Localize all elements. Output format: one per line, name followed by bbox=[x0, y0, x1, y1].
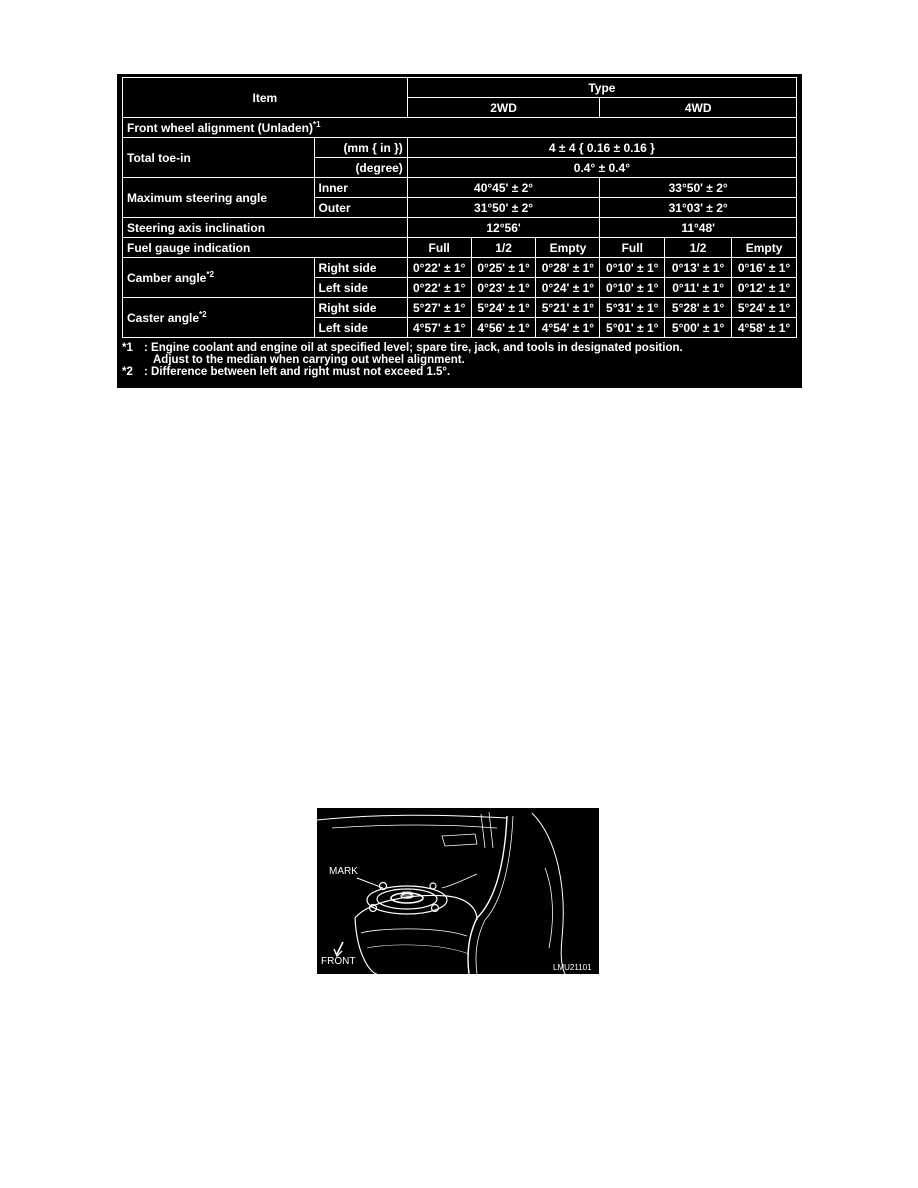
caster-value-cell: 4°56' ± 1° bbox=[471, 318, 536, 338]
caster-value-cell: 5°28' ± 1° bbox=[665, 298, 732, 318]
max-steering-outer-2wd: 31°50' ± 2° bbox=[407, 198, 600, 218]
toe-in-label: Total toe-in bbox=[123, 138, 315, 178]
caster-value-cell: 5°24' ± 1° bbox=[732, 298, 797, 318]
camber-value-cell: 0°10' ± 1° bbox=[600, 278, 665, 298]
table-row bbox=[123, 258, 797, 278]
table-row bbox=[123, 298, 797, 318]
camber-value-cell: 0°23' ± 1° bbox=[471, 278, 536, 298]
figure-code: LMU21101 bbox=[553, 963, 592, 972]
alignment-spec-panel bbox=[117, 74, 802, 388]
footnote-mark: *1 bbox=[122, 342, 133, 354]
footnote-2 bbox=[122, 366, 797, 378]
toe-in-unit-mm: (mm { in }) bbox=[314, 138, 407, 158]
header-2wd: 2WD bbox=[407, 98, 600, 118]
table-row bbox=[123, 78, 797, 98]
camber-value-cell: 0°13' ± 1° bbox=[665, 258, 732, 278]
max-steering-inner-2wd: 40°45' ± 2° bbox=[407, 178, 600, 198]
camber-right-label: Right side bbox=[314, 258, 407, 278]
footnotes bbox=[122, 342, 797, 378]
caster-value-cell: 5°31' ± 1° bbox=[600, 298, 665, 318]
caster-value-cell: 4°54' ± 1° bbox=[536, 318, 600, 338]
camber-value-cell: 0°24' ± 1° bbox=[536, 278, 600, 298]
fuel-gauge-label: Fuel gauge indication bbox=[123, 238, 408, 258]
max-steering-outer-4wd: 31°03' ± 2° bbox=[600, 198, 797, 218]
table-row bbox=[123, 238, 797, 258]
strut-mount-drawing bbox=[317, 808, 599, 974]
fuel-level-cell: 1/2 bbox=[665, 238, 732, 258]
front-label: FRONT bbox=[321, 956, 356, 967]
table-row bbox=[123, 118, 797, 138]
steering-axis-4wd: 11°48' bbox=[600, 218, 797, 238]
footnote-mark: *2 bbox=[122, 366, 133, 378]
caster-right-label: Right side bbox=[314, 298, 407, 318]
alignment-spec-table bbox=[122, 77, 797, 338]
footnote-text: Adjust to the median when carrying out wheel alignment. bbox=[153, 354, 465, 366]
header-item: Item bbox=[123, 78, 408, 118]
footnote-text: : Engine coolant and engine oil at specified level; spare tire, jack, and tools in designated position. bbox=[144, 342, 683, 354]
fuel-level-cell: Full bbox=[600, 238, 665, 258]
caster-value-cell: 4°58' ± 1° bbox=[732, 318, 797, 338]
camber-left-label: Left side bbox=[314, 278, 407, 298]
caster-value-cell: 5°27' ± 1° bbox=[407, 298, 471, 318]
caster-value-cell: 4°57' ± 1° bbox=[407, 318, 471, 338]
caster-left-label: Left side bbox=[314, 318, 407, 338]
camber-value-cell: 0°22' ± 1° bbox=[407, 278, 471, 298]
caster-value-cell: 5°01' ± 1° bbox=[600, 318, 665, 338]
caster-value-cell: 5°21' ± 1° bbox=[536, 298, 600, 318]
max-steering-label: Maximum steering angle bbox=[123, 178, 315, 218]
fuel-level-cell: Empty bbox=[732, 238, 797, 258]
camber-value-cell: 0°28' ± 1° bbox=[536, 258, 600, 278]
mark-label: MARK bbox=[329, 866, 358, 877]
max-steering-outer-label: Outer bbox=[314, 198, 407, 218]
camber-value-cell: 0°22' ± 1° bbox=[407, 258, 471, 278]
footnote-text: : Difference between left and right must not exceed 1.5°. bbox=[144, 366, 451, 378]
footnote-1 bbox=[122, 342, 797, 366]
caster-value-cell: 5°24' ± 1° bbox=[471, 298, 536, 318]
camber-value-cell: 0°12' ± 1° bbox=[732, 278, 797, 298]
max-steering-inner-4wd: 33°50' ± 2° bbox=[600, 178, 797, 198]
toe-in-value-mm: 4 ± 4 { 0.16 ± 0.16 } bbox=[407, 138, 796, 158]
caster-value-cell: 5°00' ± 1° bbox=[665, 318, 732, 338]
fuel-level-cell: Full bbox=[407, 238, 471, 258]
strut-mount-illustration bbox=[317, 808, 599, 974]
fuel-level-cell: 1/2 bbox=[471, 238, 536, 258]
camber-value-cell: 0°11' ± 1° bbox=[665, 278, 732, 298]
max-steering-inner-label: Inner bbox=[314, 178, 407, 198]
caster-label: Caster angle$^{*2}$ bbox=[123, 298, 315, 338]
table-row bbox=[123, 218, 797, 238]
toe-in-value-deg: 0.4° ± 0.4° bbox=[407, 158, 796, 178]
camber-value-cell: 0°25' ± 1° bbox=[471, 258, 536, 278]
camber-value-cell: 0°10' ± 1° bbox=[600, 258, 665, 278]
front-alignment-heading: Front wheel alignment (Unladen)$^{*1}$ bbox=[123, 118, 797, 138]
table-row bbox=[123, 178, 797, 198]
steering-axis-2wd: 12°56' bbox=[407, 218, 600, 238]
fuel-level-cell: Empty bbox=[536, 238, 600, 258]
steering-axis-label: Steering axis inclination bbox=[123, 218, 408, 238]
toe-in-unit-deg: (degree) bbox=[314, 158, 407, 178]
camber-label: Camber angle$^{*2}$ bbox=[123, 258, 315, 298]
table-row bbox=[123, 138, 797, 158]
header-4wd: 4WD bbox=[600, 98, 797, 118]
camber-value-cell: 0°16' ± 1° bbox=[732, 258, 797, 278]
header-type: Type bbox=[407, 78, 796, 98]
